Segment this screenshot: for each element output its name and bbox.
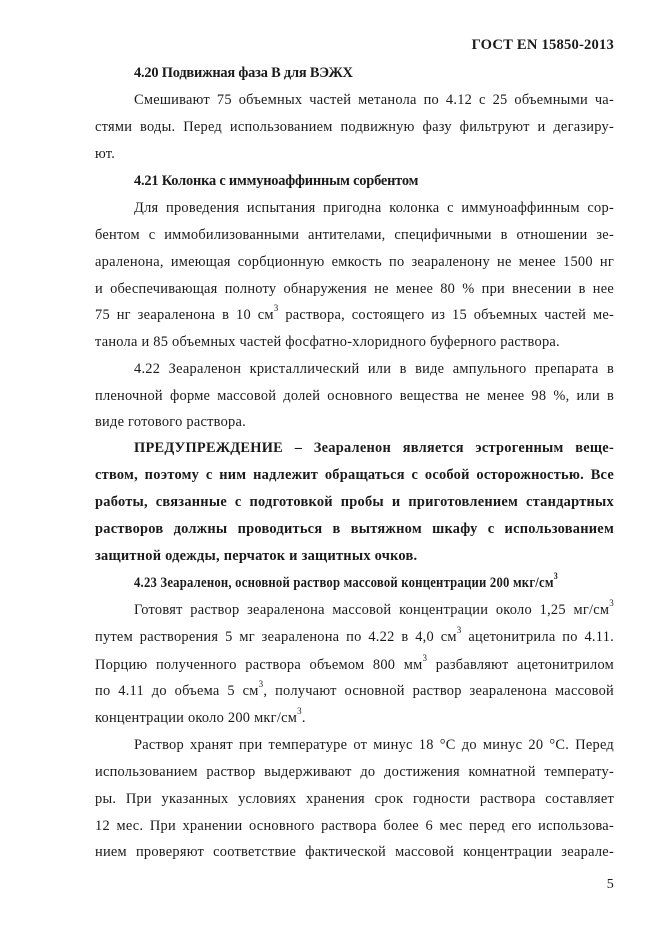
text-line: араленона, имеющая сорбционную емкость по зеараленону не менее 1500 нг: [95, 254, 614, 270]
text-line: стями воды. Перед использованием подвижную фазу фильтруют и дегазиру-: [95, 119, 614, 135]
text-line: [95, 679, 615, 700]
section-heading-4-23: [134, 571, 614, 592]
text-line: 4.22 Зеараленон кристаллический или в виде ампульного препарата в: [134, 361, 614, 377]
superscript: 3: [258, 679, 264, 690]
text-fragment: разбавляют ацетонитрилом: [427, 657, 614, 673]
section-heading-4-21: 4.21 Колонка с иммуноаффинным сорбентом: [134, 173, 419, 189]
text-fragment: °С до минус 20: [439, 737, 550, 753]
text-fragment: 75 нг зеараленона в 10 см: [95, 307, 274, 323]
text-line: танола и 85 объемных частей фосфатно-хлоридного буферного раствора.: [95, 334, 560, 350]
text-fragment: , получают основной раствор зеараленона массовой: [263, 683, 615, 699]
text-line: [95, 303, 614, 324]
text-line: [95, 706, 614, 727]
warning-text-line: растворов должны проводиться в вытяжном шкафу с использованием: [95, 521, 614, 537]
text-line: нием проверяют соответствие фактической массовой концентрации зеарале-: [95, 844, 614, 860]
text-fragment: ацетонитрила по 4.11.: [461, 629, 614, 645]
text-line: виде готового раствора.: [95, 414, 246, 430]
heading-text: 4.23 Зеараленон, основной раствор массовой концентрации 200 мкг/см: [134, 575, 554, 591]
text-fragment: °С. Перед: [549, 737, 614, 753]
warning-text-line: защитной одежды, перчаток и защитных очков.: [95, 548, 418, 564]
text-line: 12 мес. При хранении основного раствора более 6 мес перед его использова-: [95, 818, 614, 834]
text-line: и обеспечивающая полноту обнаружения не менее 80 % при внесении в нее: [95, 281, 614, 297]
text-fragment: концентрации около 200 мкг/см: [95, 710, 298, 726]
text-line: [95, 625, 614, 646]
superscript: 3: [273, 303, 279, 314]
text-line: бентом с иммобилизованными антителами, специфичными в отношении зе-: [95, 227, 614, 243]
text-line: Смешивают 75 объемных частей метанола по 4.12 с 25 объемными ча-: [134, 92, 614, 108]
text-fragment: Порцию полученного раствора объемом 800 мм: [95, 657, 423, 673]
document-code: ГОСТ EN 15850-2013: [471, 37, 614, 53]
text-fragment: .: [301, 710, 306, 726]
warning-text-line: работы, связанные с подготовкой пробы и приготовлением стандартных: [95, 494, 614, 510]
superscript: 3: [609, 598, 614, 609]
superscript: 3: [553, 571, 558, 582]
superscript: 3: [456, 625, 462, 636]
text-line: [134, 736, 614, 754]
text-line: [95, 653, 614, 674]
text-fragment: раствора, состоящего из 15 объемных частей ме-: [278, 307, 614, 323]
warning-text-line: ством, поэтому с ним надлежит обращаться с особой осторожностью. Все: [95, 467, 614, 483]
text-line: [134, 598, 614, 619]
text-line: пленочной форме массовой долей основного вещества не менее 98 %, или в: [95, 388, 614, 404]
text-line: ют.: [95, 146, 116, 162]
text-fragment: Готовят раствор зеараленона массовой концентрации около 1,25 мг/см: [134, 602, 610, 618]
text-fragment: по 4.11 до объема 5 см: [95, 683, 259, 699]
text-line: Для проведения испытания пригодна колонка с иммуноаффинным сор-: [134, 200, 614, 216]
superscript: 3: [422, 653, 428, 664]
section-heading-4-20: 4.20 Подвижная фаза В для ВЭЖХ: [134, 65, 353, 81]
text-fragment: путем растворения 5 мг зеараленона по 4.22 в 4,0 см: [95, 629, 457, 645]
page-number: 5: [606, 877, 614, 892]
text-line: использованием раствор выдерживают до достижения комнатной температу-: [95, 764, 614, 780]
superscript: 3: [297, 706, 302, 717]
warning-text-line: ПРЕДУПРЕЖДЕНИЕ – Зеараленон является эстрогенным веще-: [134, 440, 614, 456]
text-fragment: Раствор хранят при температуре от минус 18: [134, 737, 440, 753]
text-line: ры. При указанных условиях хранения срок годности раствора составляет: [95, 791, 614, 807]
